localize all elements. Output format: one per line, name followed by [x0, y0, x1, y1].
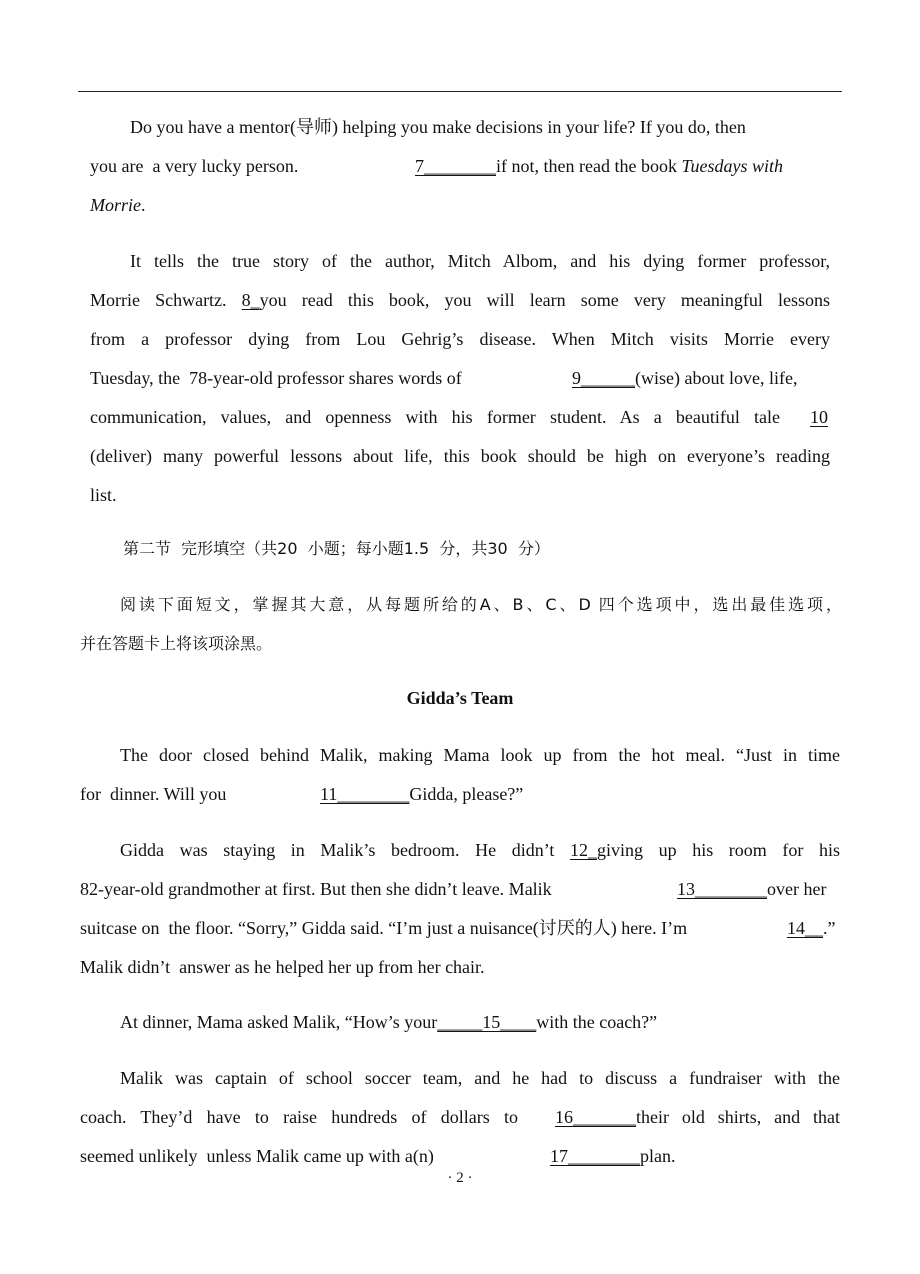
passage2-p2-line3: suitcase on the floor. “Sorry,” Gidda said. “I’m just a nuisance(讨厌的人) here. I’m	[80, 918, 688, 938]
book-title-cont: Morrie	[90, 195, 141, 215]
blank-16[interactable]: 16_______	[555, 1107, 636, 1127]
text: their old shirts, and that	[636, 1107, 840, 1127]
header-rule	[78, 91, 842, 92]
section2-heading: 第二节 完形填空（共20 小题；每小题1.5 分，共30 分）	[123, 539, 550, 558]
text: At dinner, Mama asked Malik, “How’s your	[120, 1012, 438, 1032]
passage2-p4-line3b	[550, 1145, 676, 1167]
book-title: Tuesdays with	[681, 156, 783, 176]
text: Do you have a mentor(导师) helping you make decisions in your life? If you do, then	[130, 117, 746, 137]
page-number: · 2 ·	[447, 1170, 473, 1186]
text: with the coach?”	[536, 1012, 658, 1032]
text: (wise) about love, life,	[635, 368, 798, 388]
passage2-p2-line2b	[677, 878, 826, 900]
text: Gidda, please?”	[409, 784, 524, 804]
text: if not, then read the book	[496, 156, 682, 176]
blank-9[interactable]: 9______	[572, 368, 635, 388]
passage1-p2-line2	[90, 289, 830, 311]
passage1-p2-line1: It tells the true story of the author, Mitch Albom, and his dying former professor,	[130, 251, 830, 271]
blank-11[interactable]: 11________	[320, 784, 410, 804]
blank-10[interactable]	[810, 406, 828, 428]
blank-8[interactable]: 8_	[241, 290, 260, 310]
passage2-p2-line2: 82-year-old grandmother at first. But then she didn’t leave. Malik	[80, 879, 552, 899]
blank-10-label: 10	[810, 407, 828, 427]
passage2-p1-line2: for dinner. Will you	[80, 784, 227, 804]
passage2-p2-line4: Malik didn’t answer as he helped her up from her chair.	[80, 957, 485, 977]
passage1-p2-line7: list.	[90, 485, 117, 505]
passage1-p2-line4: Tuesday, the 78-year-old professor shares words of	[90, 368, 462, 388]
text: .”	[823, 918, 836, 938]
passage1-p1-line3	[90, 194, 146, 216]
passage2-p4-line3: seemed unlikely unless Malik came up with a(n)	[80, 1146, 434, 1166]
text: Gidda was staying in Malik’s bedroom. He didn’t	[120, 840, 570, 860]
passage2-p1-line1: The door closed behind Malik, making Mama look up from the hot meal. “Just in time	[120, 745, 840, 765]
blank-15[interactable]: _____15____	[437, 1012, 537, 1032]
passage1-p2-line6: (deliver) many powerful lessons about life, this book should be high on everyone’s reading	[90, 446, 830, 466]
passage2-p3-line1	[120, 1011, 657, 1033]
text: you are a very lucky person.	[90, 156, 299, 176]
passage2-p4-line1: Malik was captain of school soccer team, and he had to discuss a fundraiser with the	[120, 1068, 840, 1088]
passage2-p2-line3b	[787, 917, 836, 939]
section2-instructions-line2: 并在答题卡上将该项涂黑。	[80, 634, 273, 653]
passage1-p2-line5: communication, values, and openness with his former student. As a beautiful tale	[90, 407, 780, 427]
passage2-p4-line2: coach. They’d have to raise hundreds of dollars to	[80, 1107, 518, 1127]
text: giving up his room for his	[596, 840, 841, 860]
text: you read this book, you will learn some very meaningful lessons	[259, 290, 830, 310]
text: .	[141, 195, 146, 215]
section2-instructions-line1: 阅读下面短文，掌握其大意，从每题所给的A、B、C、D 四个选项中，选出最佳选项，	[120, 595, 842, 614]
passage1-p2-line3: from a professor dying from Lou Gehrig’s disease. When Mitch visits Morrie every	[90, 329, 830, 349]
passage1-p1-line1	[130, 116, 746, 138]
passage1-p2-line4b	[572, 367, 797, 389]
blank-7[interactable]: 7________	[415, 156, 496, 176]
passage2-p4-line2b	[555, 1106, 840, 1128]
text: over her	[767, 879, 827, 899]
blank-12[interactable]: 12_	[569, 840, 597, 860]
blank-14[interactable]: 14__	[787, 918, 823, 938]
passage2-p1-line2b	[320, 783, 523, 805]
text: Morrie Schwartz.	[90, 290, 242, 310]
passage2-p2-line1	[120, 839, 840, 861]
blank-17[interactable]: 17________	[550, 1146, 640, 1166]
passage1-p1-line2b	[415, 155, 783, 177]
blank-13[interactable]: 13________	[677, 879, 767, 899]
passage2-title: Gidda’s Team	[406, 688, 514, 708]
text: plan.	[640, 1146, 676, 1166]
passage1-p1-line2	[90, 155, 298, 177]
